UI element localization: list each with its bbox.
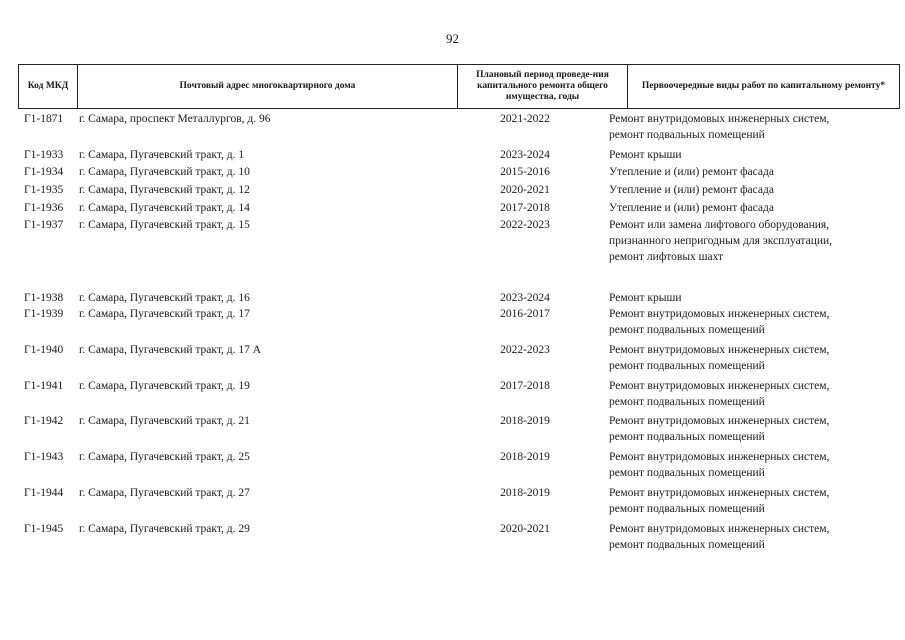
- works-line: признанного непригодным для эксплуатации,: [609, 235, 833, 247]
- priority-works: [609, 200, 899, 216]
- header-works: Первоочередные виды работ по капитальному ремонту*: [628, 65, 900, 108]
- works-line: Ремонт внутридомовых инженерных систем,: [609, 344, 830, 356]
- postal-address: г. Самара, Пугачевский тракт, д. 12: [79, 184, 250, 196]
- planned-period: 2017-2018: [500, 380, 550, 392]
- planned-period: 2023-2024: [500, 149, 550, 161]
- priority-works: [609, 182, 899, 198]
- table-header: [18, 64, 900, 109]
- works-line: Ремонт внутридомовых инженерных систем,: [609, 451, 830, 463]
- works-line: Ремонт внутридомовых инженерных систем,: [609, 415, 830, 427]
- priority-works: [609, 342, 899, 374]
- works-line: Ремонт внутридомовых инженерных систем,: [609, 523, 830, 535]
- postal-address: г. Самара, Пугачевский тракт, д. 29: [79, 523, 250, 535]
- mkd-code: Г1-1939: [24, 308, 64, 320]
- header-address: Почтовый адрес многоквартирного дома: [78, 65, 458, 108]
- mkd-code: Г1-1936: [24, 202, 64, 214]
- planned-period: 2021-2022: [500, 113, 550, 125]
- works-line: Утепление и (или) ремонт фасада: [609, 184, 774, 196]
- planned-period: 2015-2016: [500, 166, 550, 178]
- mkd-code: Г1-1943: [24, 451, 64, 463]
- priority-works: [609, 111, 899, 143]
- priority-works: [609, 164, 899, 180]
- postal-address: г. Самара, Пугачевский тракт, д. 25: [79, 451, 250, 463]
- postal-address: г. Самара, Пугачевский тракт, д. 17: [79, 308, 250, 320]
- header-code: Код МКД: [18, 65, 78, 108]
- works-line: Утепление и (или) ремонт фасада: [609, 166, 774, 178]
- works-line: ремонт подвальных помещений: [609, 431, 765, 443]
- works-line: ремонт подвальных помещений: [609, 539, 765, 551]
- mkd-code: Г1-1934: [24, 166, 64, 178]
- priority-works: [609, 485, 899, 517]
- works-line: Ремонт внутридомовых инженерных систем,: [609, 380, 830, 392]
- priority-works: [609, 521, 899, 553]
- priority-works: [609, 217, 899, 265]
- postal-address: г. Самара, Пугачевский тракт, д. 17 А: [79, 344, 262, 356]
- postal-address: г. Самара, Пугачевский тракт, д. 15: [79, 219, 250, 231]
- planned-period: 2020-2021: [500, 523, 550, 535]
- works-line: ремонт подвальных помещений: [609, 467, 765, 479]
- planned-period: 2020-2021: [500, 184, 550, 196]
- mkd-code: Г1-1945: [24, 523, 64, 535]
- planned-period: 2016-2017: [500, 308, 550, 320]
- postal-address: г. Самара, Пугачевский тракт, д. 14: [79, 202, 250, 214]
- mkd-code: Г1-1940: [24, 344, 64, 356]
- mkd-code: Г1-1935: [24, 184, 64, 196]
- works-line: Ремонт крыши: [609, 292, 682, 304]
- priority-works: [609, 378, 899, 410]
- works-line: Ремонт внутридомовых инженерных систем,: [609, 308, 830, 320]
- mkd-code: Г1-1938: [24, 292, 64, 304]
- postal-address: г. Самара, Пугачевский тракт, д. 10: [79, 166, 250, 178]
- postal-address: г. Самара, Пугачевский тракт, д. 19: [79, 380, 250, 392]
- planned-period: 2022-2023: [500, 219, 550, 231]
- priority-works: [609, 413, 899, 445]
- planned-period: 2023-2024: [500, 292, 550, 304]
- mkd-code: Г1-1871: [24, 113, 64, 125]
- planned-period: 2018-2019: [500, 487, 550, 499]
- postal-address: г. Самара, Пугачевский тракт, д. 1: [79, 149, 245, 161]
- mkd-code: Г1-1933: [24, 149, 64, 161]
- works-line: Ремонт или замена лифтового оборудования,: [609, 219, 830, 231]
- priority-works: [609, 147, 899, 163]
- priority-works: [609, 290, 899, 306]
- postal-address: г. Самара, проспект Металлургов, д. 96: [79, 113, 271, 125]
- works-line: ремонт подвальных помещений: [609, 360, 765, 372]
- priority-works: [609, 449, 899, 481]
- planned-period: 2018-2019: [500, 451, 550, 463]
- works-line: Ремонт внутридомовых инженерных систем,: [609, 113, 830, 125]
- mkd-code: Г1-1944: [24, 487, 64, 499]
- works-line: ремонт подвальных помещений: [609, 324, 765, 336]
- works-line: Ремонт внутридомовых инженерных систем,: [609, 487, 830, 499]
- works-line: Утепление и (или) ремонт фасада: [609, 202, 774, 214]
- header-period: Плановый период проведе-ния капитального ремонта общего имущества, годы: [458, 65, 628, 108]
- planned-period: 2022-2023: [500, 344, 550, 356]
- postal-address: г. Самара, Пугачевский тракт, д. 27: [79, 487, 250, 499]
- postal-address: г. Самара, Пугачевский тракт, д. 16: [79, 292, 250, 304]
- works-line: ремонт подвальных помещений: [609, 129, 765, 141]
- mkd-code: Г1-1942: [24, 415, 64, 427]
- planned-period: 2018-2019: [500, 415, 550, 427]
- postal-address: г. Самара, Пугачевский тракт, д. 21: [79, 415, 250, 427]
- works-line: ремонт подвальных помещений: [609, 503, 765, 515]
- works-line: Ремонт крыши: [609, 149, 682, 161]
- page-number: 92: [446, 31, 459, 46]
- planned-period: 2017-2018: [500, 202, 550, 214]
- works-line: ремонт подвальных помещений: [609, 396, 765, 408]
- mkd-code: Г1-1937: [24, 219, 64, 231]
- works-line: ремонт лифтовых шахт: [609, 251, 724, 263]
- priority-works: [609, 306, 899, 338]
- mkd-code: Г1-1941: [24, 380, 64, 392]
